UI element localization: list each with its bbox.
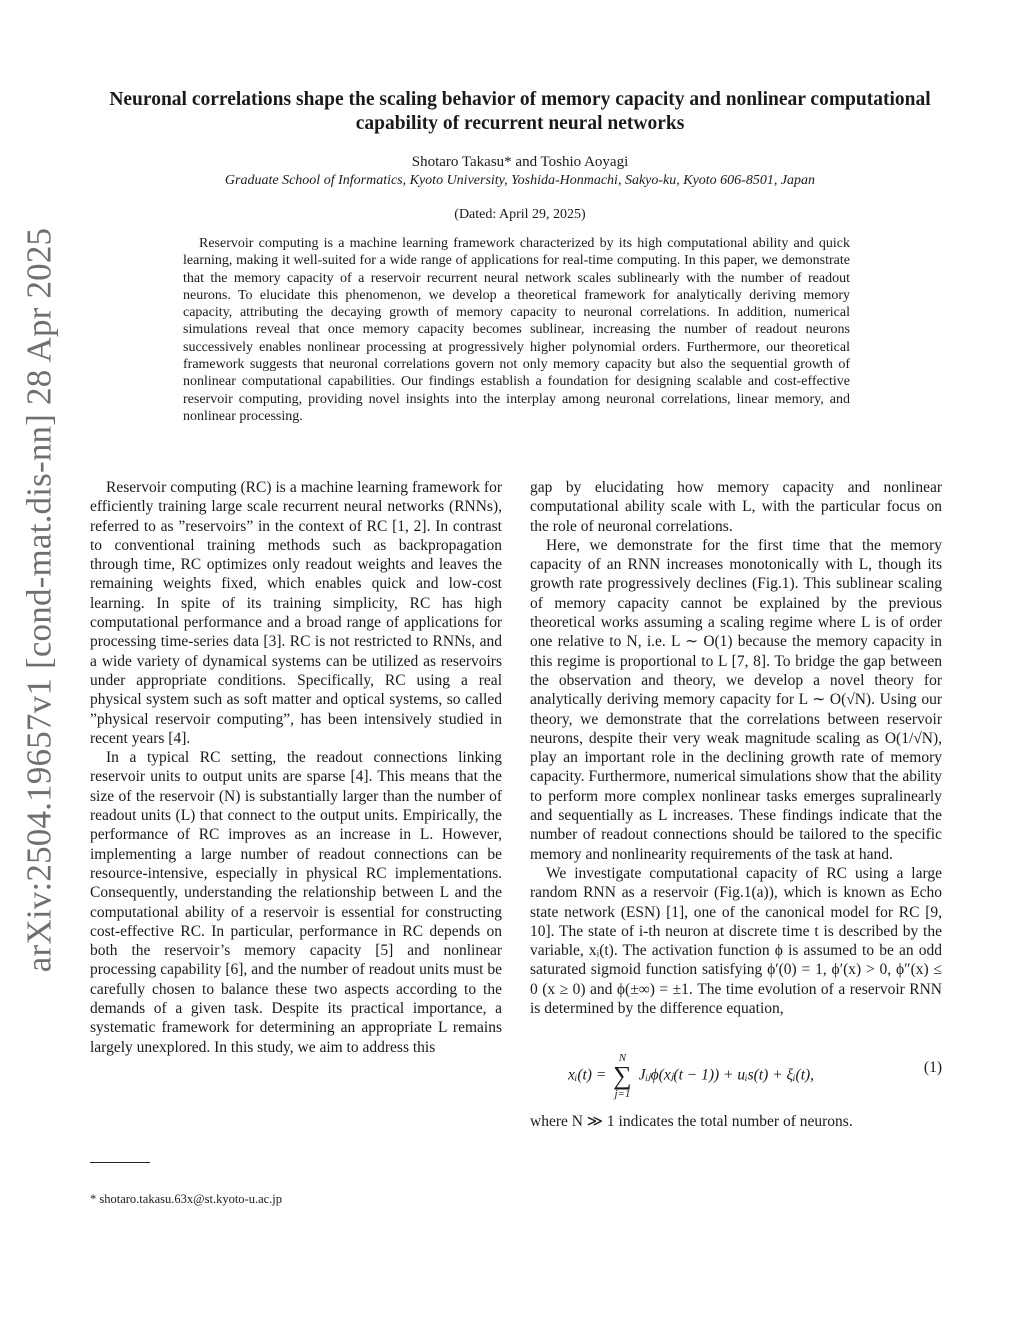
footnote-email: * shotaro.takasu.63x@st.kyoto-u.ac.jp	[90, 1192, 283, 1206]
equation-lhs: xᵢ(t) =	[568, 1066, 607, 1084]
paper-title: Neuronal correlations shape the scaling behavior of memory capacity and nonlinear computational capability of recurrent neural networks	[109, 89, 931, 134]
author-list: Shotaro Takasu* and Toshio Aoyagi	[411, 154, 629, 170]
sum-lower-limit: j=1	[614, 1088, 631, 1101]
arxiv-identifier-text: arXiv:2504.19657v1 [cond-mat.dis-nn] 28 Apr 2025	[19, 227, 58, 973]
equation-rhs: Jᵢⱼϕ(xⱼ(t − 1)) + uᵢs(t) + ξᵢ(t),	[638, 1066, 815, 1084]
intro-paragraph-4: Here, we demonstrate for the first time that the memory capacity of an RNN increases monotonically with L, though its growth rate progressively declines (Fig.1). This sublinear scaling of memory capacity cannot be explained by the previous theoretical works assuming a scaling regime where L is of order one relative to N, i.e. L ∼ O(1) because the memory capacity in this regime is proportional to L [7, 8]. To bridge the gap between the observation and theory, we develop a novel theory for analytically deriving memory capacity for L ∼ O(√N). Using our theory, we demonstrate that the correlations between reservoir neurons, despite their very weak magnitude scaling as O(1/√N), play an important role in the declining growth rate of memory capacity. Furthermore, numerical simulations show that the ability to perform more complex nonlinear tasks emerges supralinearly and sequentially as L increases. These findings indicate that the number of readout connections should be tailored to the specific memory and nonlinearity requirements of the task at hand.	[530, 536, 942, 863]
date-line: (Dated: April 29, 2025)	[454, 207, 586, 222]
intro-paragraph-3: gap by elucidating how memory capacity and nonlinear computational ability scale with L, with the particular focus on the role of neuronal correlations.	[530, 479, 942, 535]
author-affiliation: Graduate School of Informatics, Kyoto University, Yoshida-Honmachi, Sakyo-ku, Kyoto 606-8501, Japan	[224, 173, 816, 188]
equation-body	[568, 1052, 814, 1100]
sum-symbol: ∑	[613, 1061, 632, 1091]
equation-1	[530, 1030, 942, 1104]
post-equation-text: where N ≫ 1 indicates the total number of neurons.	[530, 1113, 853, 1131]
intro-paragraph-1: Reservoir computing (RC) is a machine learning framework for efficiently training large scale recurrent neural networks (RNNs), referred to as ”reservoirs” in the context of RC [1, 2]. In contrast to conventional training methods such as backpropagation through time, RC optimizes only readout weights and leaves the remaining weights fixed, which enables quick and low-cost learning. In spite of its training simplicity, RC has high computational performance and a broad range of applications for processing time-series data [3]. RC is not restricted to RNNs, and a wide variety of dynamical systems can be utilized as reservoirs under appropriate conditions. Specifically, RC using a real physical system such as soft matter and optical systems, so called ”physical reservoir computing”, has been intensively studied in recent years [4].	[90, 479, 502, 747]
abstract: Reservoir computing is a machine learning framework characterized by its high computational ability and quick learning, making it well-suited for a wide range of applications for real-time computing. In this paper, we demonstrate that the memory capacity of a reservoir recurrent neural network scales sublinearly with the number of readout neurons. To elucidate this phenomenon, we develop a theoretical framework for analytically deriving memory capacity, attributing the decaying growth of memory capacity to neuronal correlations. In addition, numerical simulations reveal that once memory capacity becomes sublinear, increasing the number of readout neurons successively enables nonlinear processing at progressively higher polynomial orders. Furthermore, our theoretical framework suggests that neuronal correlations govern not only memory capacity but also the sequential growth of nonlinear computational capabilities. Our findings establish a foundation for designing scalable and cost-effective reservoir computing, providing novel insights into the interplay among neuronal correlations, linear memory, and nonlinear processing.	[183, 236, 850, 424]
footnote-rule	[90, 1162, 150, 1163]
intro-paragraph-2: In a typical RC setting, the readout connections linking reservoir units to output units are sparse [4]. This means that the size of the reservoir (N) is substantially larger than the number of readout units (L) that connect to the output units. Empirically, the performance of RC improves as an increase in L. However, implementing a large number of readout connections can be resource-intensive, especially in physical RC implementations. Consequently, understanding the relationship between L and the computational ability of a reservoir is essential for constructing cost-effective RC. In particular, performance in RC depends on both the reservoir’s memory capacity [5] and nonlinear processing capability [6], and the number of readout units must be carefully chosen to balance these two aspects according to the demands of a given task. Despite its practical importance, a systematic framework for determining an appropriate L remains largely unexplored. In this study, we aim to address this	[90, 749, 502, 1056]
equation-number: (1)	[923, 1059, 942, 1077]
left-column	[90, 478, 502, 1057]
sum-upper-limit: N	[618, 1052, 627, 1065]
summation-operator	[613, 1052, 632, 1100]
model-paragraph: We investigate computational capacity of RC using a large random RNN as a reservoir (Fig.1(a)), which is known as Echo state network (ESN) [1], one of the canonical model for RC [9, 10]. The state of i-th neuron at discrete time t is described by the variable, xᵢ(t). The activation function ϕ is assumed to be an odd saturated sigmoid function satisfying ϕ′(0) = 1, ϕ′(x) > 0, ϕ″(x) ≤ 0 (x ≥ 0) and ϕ(±∞) = ±1. The time evolution of a reservoir RNN is determined by the difference equation,	[530, 864, 942, 1018]
arxiv-identifier-stamp	[8, 155, 70, 1045]
right-column	[530, 478, 942, 1132]
